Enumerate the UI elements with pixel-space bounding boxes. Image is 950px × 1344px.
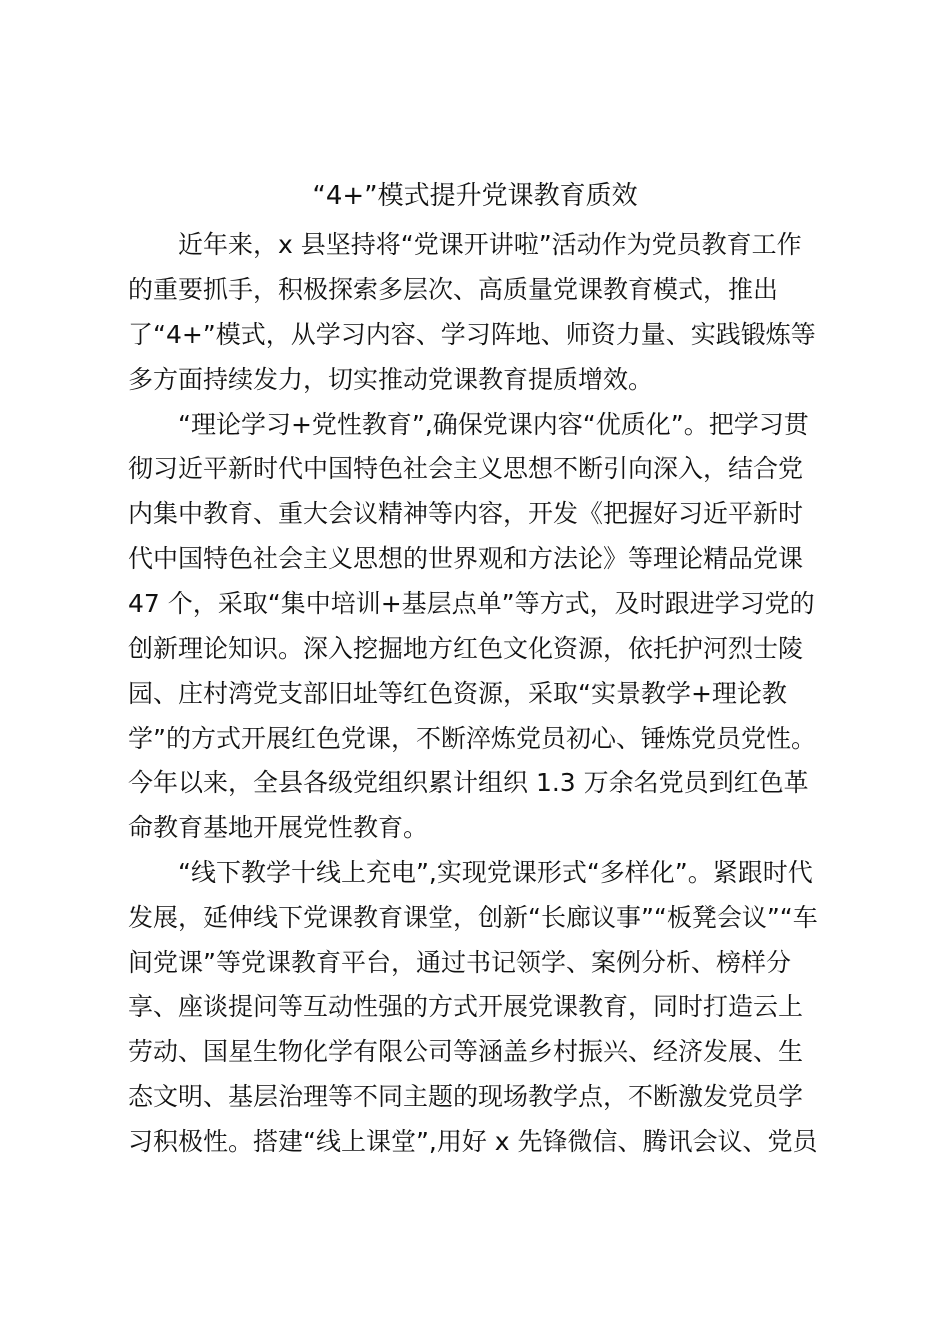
paragraph-2-line-5: 47 个，采取“集中培训+基层点单”等方式，及时跟进学习党的 <box>128 589 815 618</box>
paragraph-3-line-4: 享、座谈提问等互动性强的方式开展党课教育，同时打造云上 <box>128 992 804 1021</box>
paragraph-2-line-8: 学”的方式开展红色党课，不断淬炼党员初心、锤炼党员党性。 <box>128 724 816 753</box>
paragraph-1-line-1: 近年来，x 县坚持将“党课开讲啦”活动作为党员教育工作 <box>178 230 802 259</box>
document-title: “4+”模式提升党课教育质效 <box>312 181 638 211</box>
paragraph-2-line-2: 彻习近平新时代中国特色社会主义思想不断引向深入，结合党 <box>128 454 804 483</box>
paragraph-3-line-3: 间党课”等党课教育平台，通过书记领学、案例分析、榜样分 <box>128 948 791 977</box>
paragraph-2-line-10: 命教育基地开展党性教育。 <box>128 813 429 842</box>
paragraph-1-line-3: 了“4+”模式，从学习内容、学习阵地、师资力量、实践锻炼等 <box>128 320 816 349</box>
paragraph-3-line-2: 发展，延伸线下党课教育课堂，创新“长廊议事”“板凳会议”“车 <box>128 903 818 932</box>
paragraph-3-line-7: 习积极性。搭建“线上课堂”,用好 x 先锋微信、腾讯会议、党员 <box>128 1127 818 1156</box>
paragraph-2-line-1: “理论学习+党性教育”,确保党课内容“优质化”。把学习贯 <box>178 410 809 439</box>
paragraph-2-line-4: 代中国特色社会主义思想的世界观和方法论》等理论精品党课 <box>128 544 804 573</box>
paragraph-2-line-3: 内集中教育、重大会议精神等内容，开发《把握好习近平新时 <box>128 499 804 528</box>
paragraph-2-line-6: 创新理论知识。深入挖掘地方红色文化资源，依托护河烈士陵 <box>128 634 804 663</box>
paragraph-3-line-5: 劳动、国星生物化学有限公司等涵盖乡村振兴、经济发展、生 <box>128 1037 804 1066</box>
paragraph-3-line-1: “线下教学十线上充电”,实现党课形式“多样化”。紧跟时代 <box>178 858 813 887</box>
paragraph-1-line-2: 的重要抓手，积极探索多层次、高质量党课教育模式，推出 <box>128 275 779 304</box>
paragraph-3-line-6: 态文明、基层治理等不同主题的现场教学点，不断激发党员学 <box>128 1082 804 1111</box>
paragraph-1-line-4: 多方面持续发力，切实推动党课教育提质增效。 <box>128 365 654 394</box>
paragraph-2-line-9: 今年以来，全县各级党组织累计组织 1.3 万余名党员到红色革 <box>128 768 809 797</box>
paragraph-2-line-7: 园、庄村湾党支部旧址等红色资源，采取“实景教学+理论教 <box>128 679 787 708</box>
